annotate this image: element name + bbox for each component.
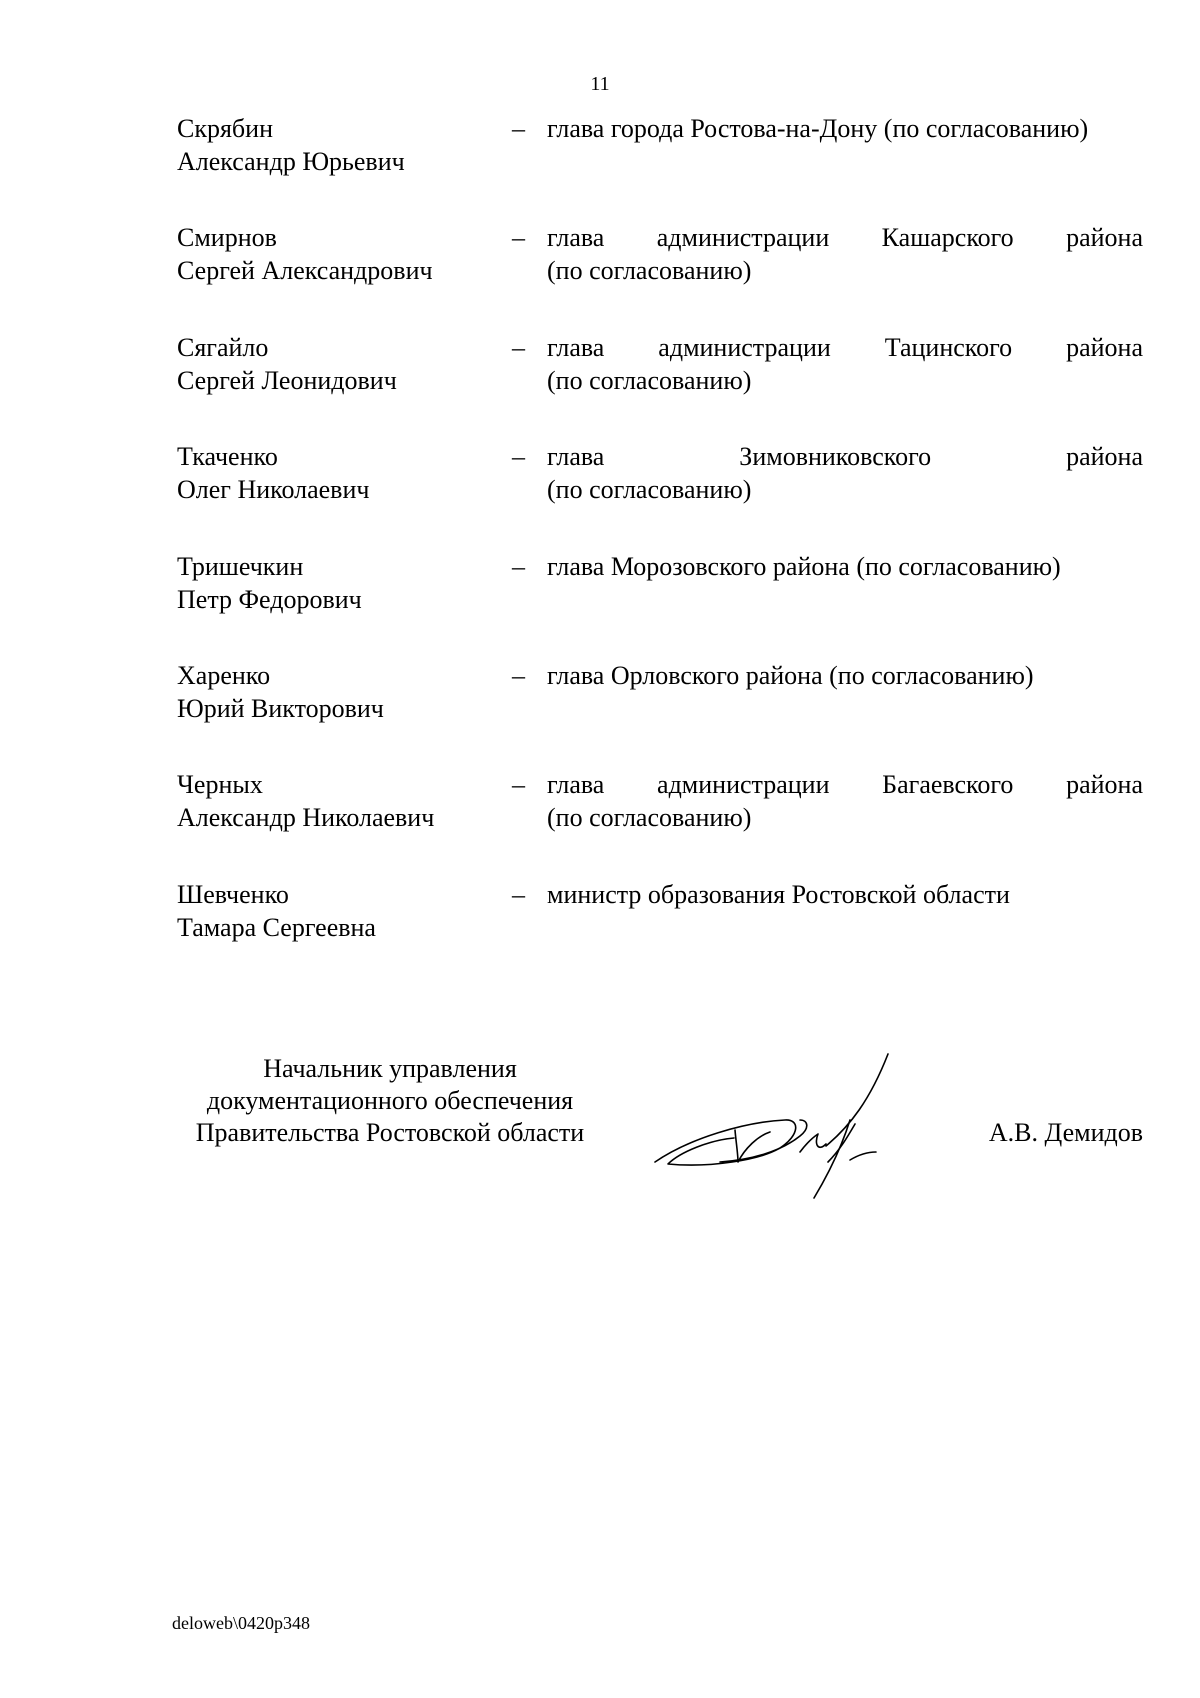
entry-dash: – (512, 551, 525, 581)
member-surname: Тришечкин (177, 551, 304, 581)
member-name (177, 331, 397, 397)
member-entry (177, 440, 1143, 549)
entry-dash: – (512, 660, 525, 690)
document-reference: deloweb\0420p348 (172, 1613, 310, 1633)
position-line: глава города Ростова-на-Дону (по согласованию) (547, 114, 1089, 143)
position-line: (по согласованию) (547, 365, 752, 395)
member-position (547, 331, 1143, 397)
member-position (547, 221, 1143, 287)
page-number: 11 (590, 73, 610, 95)
signatory-title-line: Начальник управления (263, 1054, 517, 1083)
entry-dash: – (512, 223, 525, 253)
member-position (547, 440, 1143, 506)
member-name (177, 659, 384, 725)
position-line: глава администрации Кашарского района (547, 223, 1143, 253)
member-entry (177, 659, 1143, 768)
member-given-names: Петр Федорович (177, 584, 362, 614)
position-line: глава администрации Багаевского района (547, 770, 1143, 800)
entry-dash: – (512, 879, 525, 909)
member-given-names: Сергей Леонидович (177, 365, 397, 395)
position-line: глава администрации Тацинского района (547, 332, 1143, 362)
member-surname: Харенко (177, 660, 271, 690)
member-position (547, 659, 1143, 692)
position-line: глава Зимовниковского района (547, 442, 1143, 472)
entry-dash: – (512, 770, 525, 800)
member-position (547, 550, 1143, 583)
signatory-title (160, 1053, 620, 1149)
member-entry (177, 112, 1143, 221)
member-given-names: Юрий Викторович (177, 693, 384, 723)
member-surname: Шевченко (177, 879, 289, 909)
member-surname: Смирнов (177, 223, 277, 253)
entry-dash: – (512, 114, 525, 143)
signatory-title-line: Правительства Ростовской области (195, 1118, 585, 1147)
member-given-names: Тамара Сергеевна (177, 912, 376, 942)
member-surname: Скрябин (177, 114, 273, 143)
member-given-names: Олег Николаевич (177, 475, 370, 505)
member-name (177, 550, 362, 616)
member-given-names: Александр Николаевич (177, 803, 435, 833)
position-line: глава Морозовского района (по согласованию) (547, 551, 1061, 581)
entry-dash: – (512, 442, 525, 472)
position-line: (по согласованию) (547, 475, 752, 505)
member-entry (177, 221, 1143, 330)
members-list (177, 112, 1143, 987)
member-position (547, 112, 1143, 145)
member-surname: Ткаченко (177, 442, 278, 472)
member-name (177, 112, 405, 178)
member-position (547, 878, 1143, 911)
member-entry (177, 768, 1143, 877)
entry-dash: – (512, 332, 525, 362)
member-entry (177, 550, 1143, 659)
member-entry (177, 878, 1143, 987)
signatory-title-line: документационного обеспечения (206, 1086, 574, 1115)
member-name (177, 768, 434, 834)
member-name (177, 440, 369, 506)
member-position (547, 768, 1143, 834)
position-line: (по согласованию) (547, 803, 752, 833)
member-name (177, 221, 433, 287)
handwritten-signature (650, 1040, 940, 1200)
signatory-name: А.В. Демидов (988, 1118, 1143, 1147)
member-surname: Сягайло (177, 332, 269, 362)
member-given-names: Сергей Александрович (177, 256, 433, 286)
position-line: (по согласованию) (547, 256, 752, 286)
member-name (177, 878, 376, 944)
member-given-names: Александр Юрьевич (177, 147, 405, 176)
member-entry (177, 331, 1143, 440)
position-line: министр образования Ростовской области (547, 879, 1010, 909)
member-surname: Черных (177, 770, 263, 800)
position-line: глава Орловского района (по согласованию) (547, 660, 1034, 690)
